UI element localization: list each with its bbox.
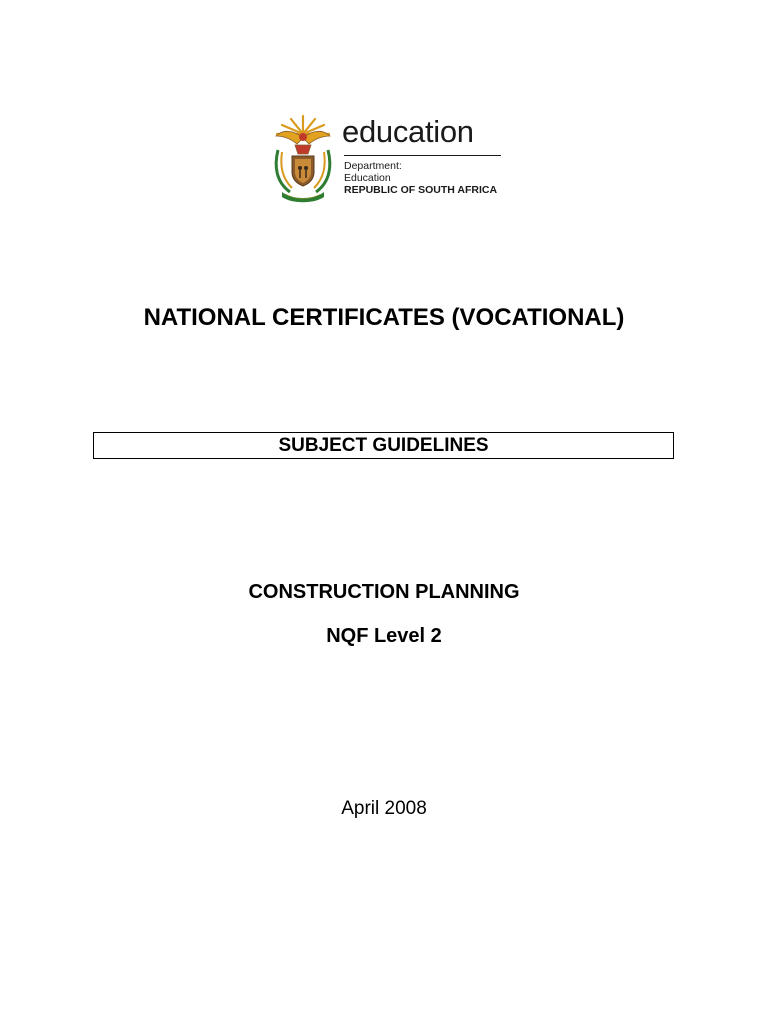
brand-divider [344, 155, 501, 156]
document-heading: NATIONAL CERTIFICATES (VOCATIONAL) [143, 304, 625, 331]
country-name: REPUBLIC OF SOUTH AFRICA [344, 184, 498, 196]
brand-wordmark: education [342, 114, 474, 149]
department-name: Education [344, 172, 391, 184]
department-logo [268, 112, 508, 204]
subject-title: CONSTRUCTION PLANNING [248, 581, 520, 603]
boxed-title: SUBJECT GUIDELINES [93, 432, 674, 459]
nqf-level: NQF Level 2 [326, 625, 442, 647]
publication-date: April 2008 [341, 798, 427, 819]
department-label: Department: [344, 160, 402, 172]
coat-of-arms-icon [268, 112, 338, 204]
